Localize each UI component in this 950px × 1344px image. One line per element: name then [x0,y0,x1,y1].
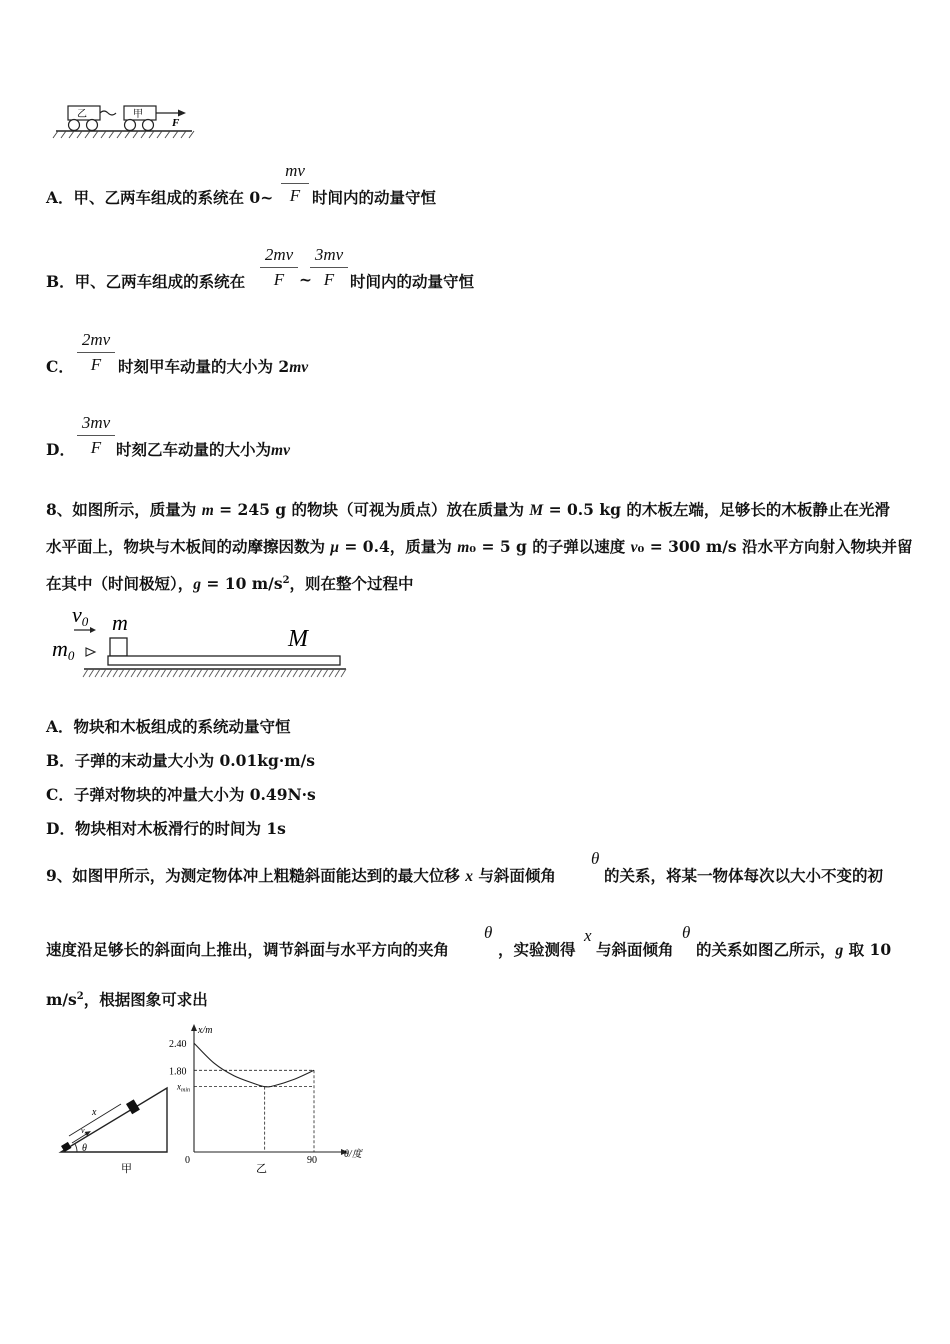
option-7a-fraction: $\frac{mv}{F}$ [281,161,309,206]
option-7d-text: 时刻乙车动量的大小为mv [116,440,290,459]
option-7b [46,270,245,292]
q8-option-b: B．子弹的末动量大小为 0.01kg·m/s [46,751,316,770]
q8-line-1: 8、如图所示，质量为 m = 245 g 的物块（可视为质点）放在质量为 M = 0.5 kg 的木板左端，足够长的木板静止在光滑 [46,500,890,519]
board-M [108,656,340,665]
chart-xlabel: θ/度 [344,1149,362,1160]
fig8-m0: m0 [52,636,75,663]
ytick-2.40: 2.40 [169,1039,187,1051]
q8-line-3: 在其中（时间极短），g = 10 $m/s^2$，则在整个过程中 [46,574,414,593]
q9-line-3: $m/s^2$，根据图象可求出 [46,990,208,1009]
q9-line-2c: 与斜面倾角 [596,940,674,959]
fig8-v0: v0 [72,602,89,629]
fig8-m: m [112,610,128,635]
ytick-1.80: 1.80 [169,1066,187,1078]
label-yi: 乙 [77,109,87,120]
option-7a-pre: 甲、乙两车组成的系统在 0~ [73,188,274,207]
jia-theta-label: θ [82,1143,87,1154]
q9-theta-3: θ [682,923,691,942]
q8-line-2: 水平面上，物块与木板间的动摩擦因数为 μ = 0.4，质量为 m₀ = 5 g 的子弹以速度 v₀ = 300 m/s 沿水平方向射入物块并留 [46,537,913,556]
option-7a-post: 时间内的动量守恒 [312,188,437,207]
option-7c-fraction: $\frac{2mv}{F}$ [77,330,115,375]
q8-option-c: C．子弹对物块的冲量大小为 0.49N·s [46,785,316,804]
fig8-M: M [288,626,308,652]
jia-x-label: x [92,1107,97,1118]
chart-caption: 乙 [256,1163,267,1175]
q9-line-1a: 9、如图甲所示，为测定物体冲上粗糙斜面能达到的最大位移 x 与斜面倾角 [46,866,556,885]
jia-caption: 甲 [121,1163,132,1175]
option-7d-label: D． [46,440,75,459]
q9-line-2b: ，实验测得 [498,940,576,959]
label-F: F [172,117,180,129]
q9-theta-1: θ [591,849,600,868]
q9-line-2a: 速度沿足够长的斜面向上推出，调节斜面与水平方向的夹角 [46,940,450,959]
option-7b-fraction-1: $\frac{2mv}{F}$ [260,245,298,290]
block-m [110,638,127,656]
label-jia: 甲 [133,109,143,120]
q9-line-2d: 的关系如图乙所示，g 取 10 [696,940,892,959]
q9-chart-yi [160,1020,390,1180]
option-7c-label: C． [46,357,74,376]
option-7b-fraction-2: $\frac{3mv}{F}$ [310,245,348,290]
option-7c-text: 时刻甲车动量的大小为 2mv [118,357,309,376]
q8-option-a: A．物块和木板组成的系统动量守恒 [46,717,291,736]
option-7b-tilde: ~ [299,270,312,289]
chart-ylabel: x/m [198,1025,213,1036]
bullet [86,648,95,656]
xtick-0: 0 [185,1155,190,1166]
option-7b-label: B． [46,272,75,291]
q8-figure [48,602,358,684]
q8-option-d: D．物块相对木板滑行的时间为 1s [46,819,286,838]
carts-figure [50,98,210,143]
option-7d-fraction: $\frac{3mv}{F}$ [77,413,115,458]
q9-line-1b: 的关系，将某一物体每次以大小不变的初 [604,866,884,885]
option-7b-post: 时间内的动量守恒 [350,272,475,291]
q9-x-sym: x [584,926,592,945]
xtick-90: 90 [307,1155,317,1166]
ytick-xmin: $x_{min}$ [177,1081,190,1094]
q9-theta-2: θ [484,923,493,942]
option-7a-label: A． [46,188,74,207]
jia-v0-label: v₀ [81,1126,88,1135]
chart-series-line [194,1043,314,1087]
chart-axes [191,1024,348,1155]
option-7a [46,186,273,208]
option-7b-pre: 甲、乙两车组成的系统在 [74,272,246,291]
